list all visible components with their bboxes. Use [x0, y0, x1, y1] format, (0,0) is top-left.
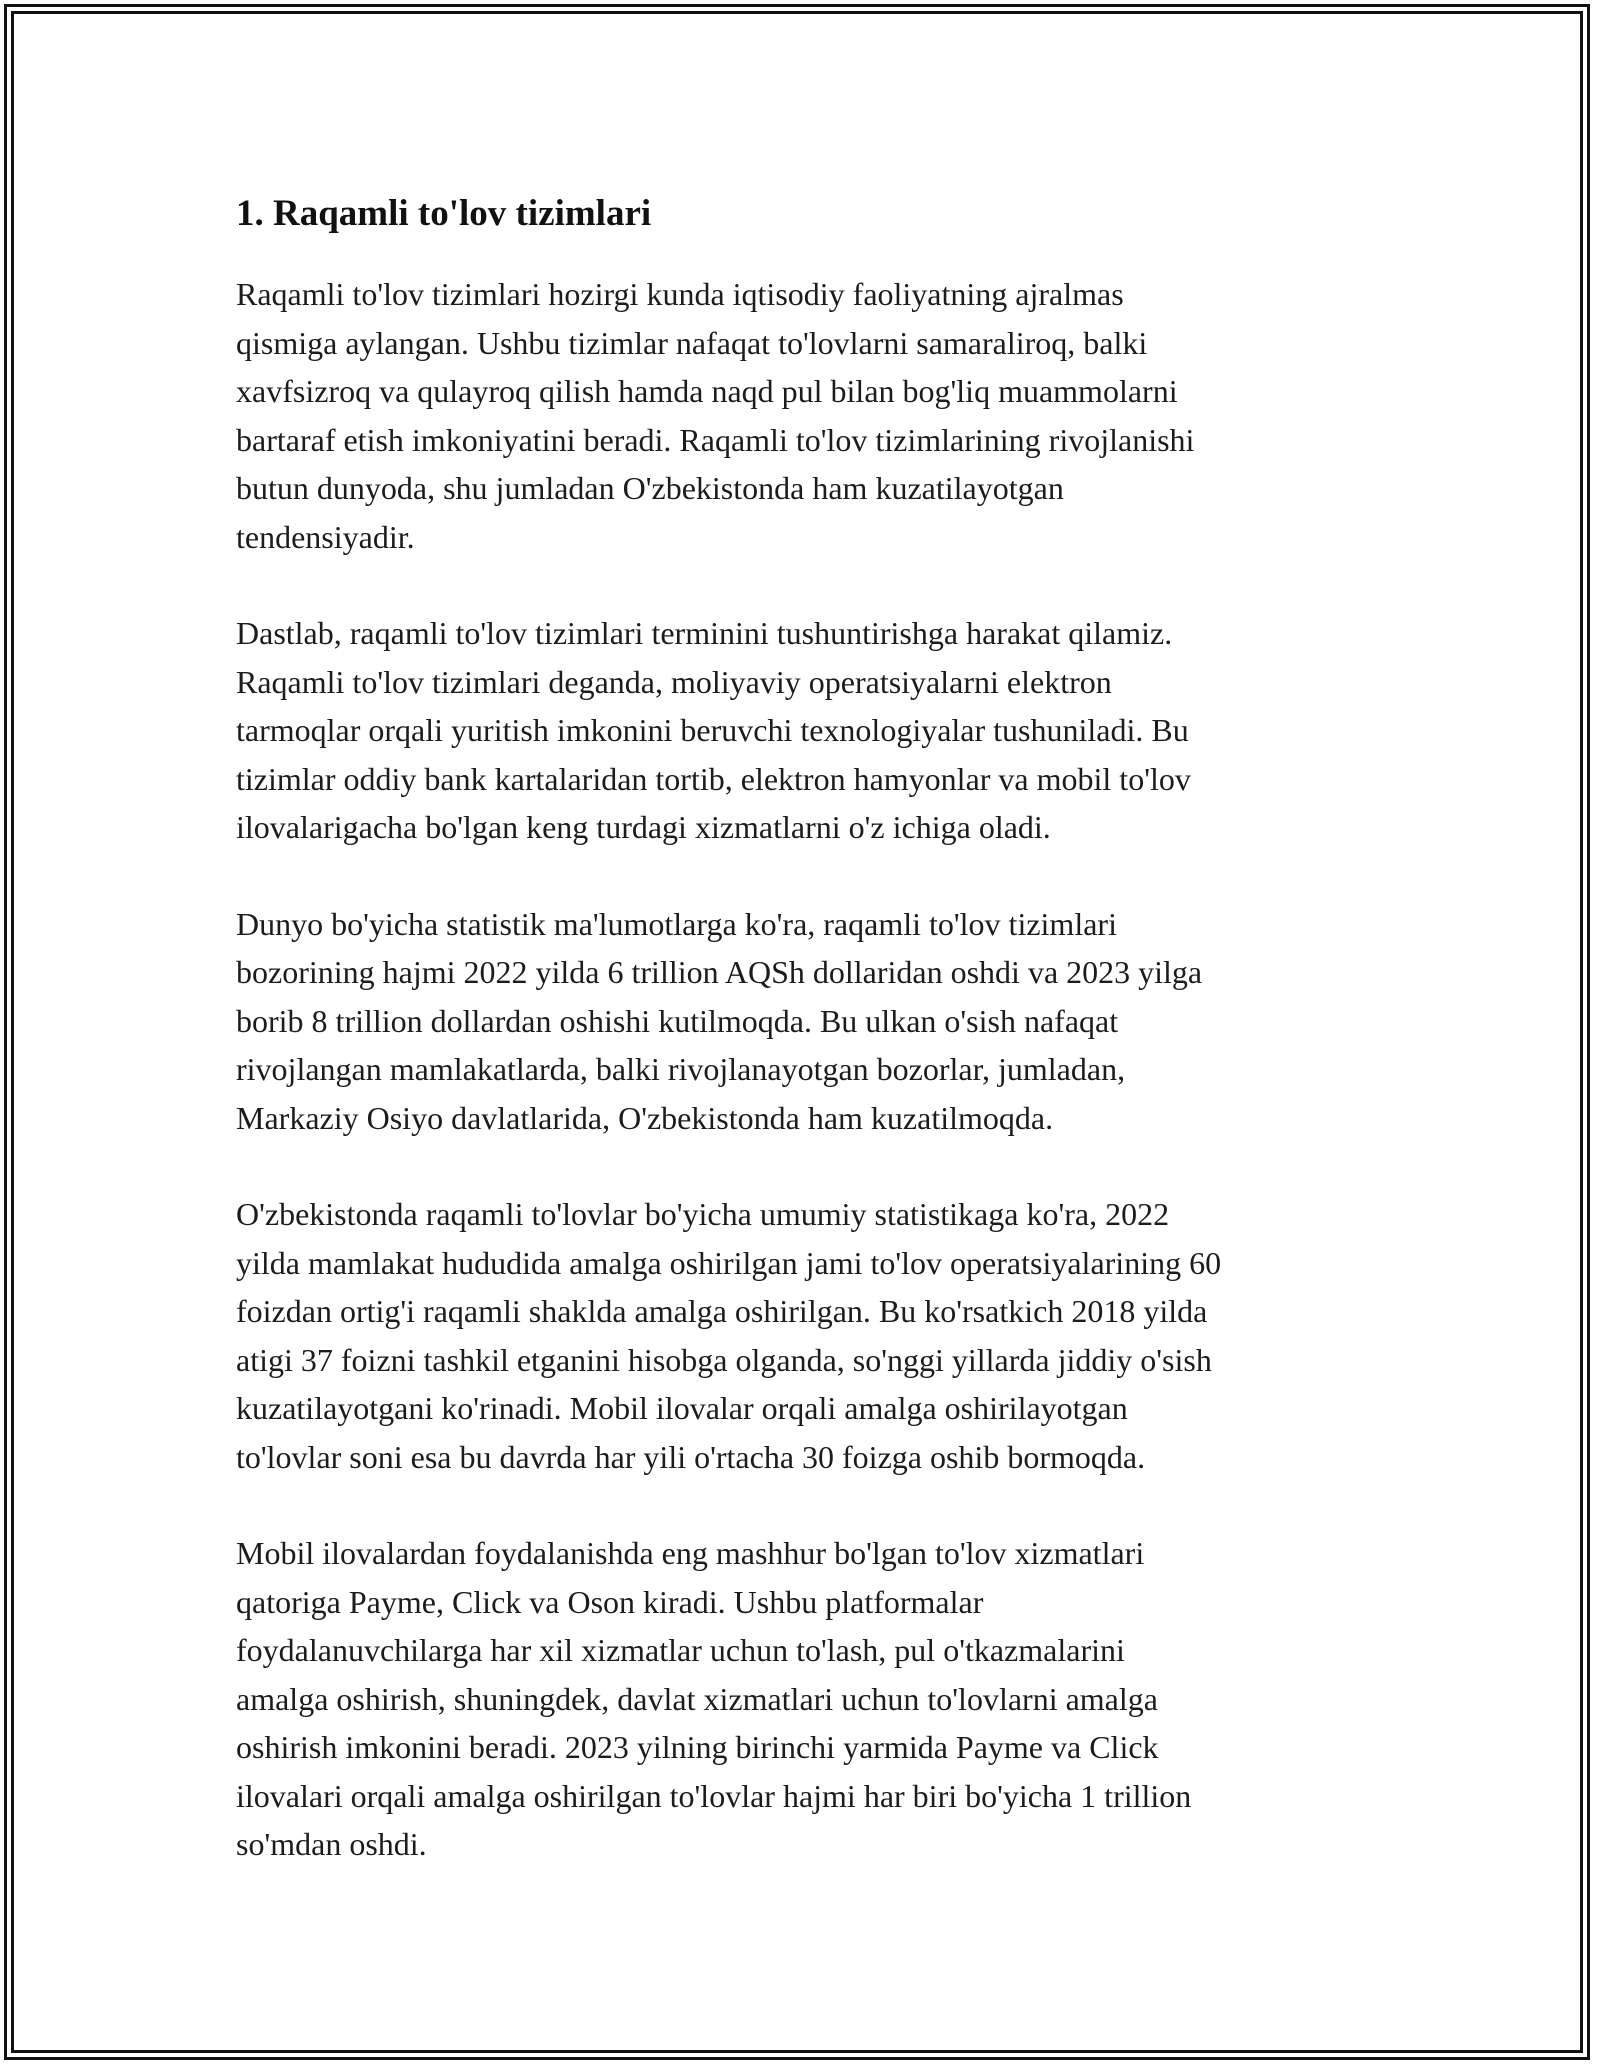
section-heading: 1. Raqamli to'lov tizimlari [236, 193, 652, 234]
paragraph-intro: Raqamli to'lov tizimlari hozirgi kunda iqtisodiy faoliyatning ajralmas qismiga aylangan. Ushbu tizimlar nafaqat to'lovlarni samaraliroq, balki xavfsizroq va qulayroq qilish hamda naqd pul bilan bog'liq muammolarni bartaraf etish imkoniyatini beradi. Raqamli to'lov tizimlarining rivojlanishi butun dunyoda, shu jumladan O'zbekistonda ham kuzatilayotgan tendensiyadir. [236, 276, 1195, 555]
paragraph-definition: Dastlab, raqamli to'lov tizimlari terminini tushuntirishga harakat qilamiz. Raqamli to'lov tizimlari deganda, moliyaviy operatsiyalarni elektron tarmoqlar orqali yuritish imkonini beruvchi texnologiyalar tushuniladi. Bu tizimlar oddiy bank kartalaridan tortib, elektron hamyonlar va mobil to'lov ilovalarigacha bo'lgan keng turdagi xizmatlarni o'z ichiga oladi. [236, 615, 1191, 845]
paragraph-uzbekistan-statistics: O'zbekistonda raqamli to'lovlar bo'yicha umumiy statistikaga ko'ra, 2022 yilda mamlakat hududida amalga oshirilgan jami to'lov operatsiyalarining 60 foizdan ortig'i raqamli shaklda amalga oshirilgan. Bu ko'rsatkich 2018 yilda atigi 37 foizni tashkil etganini hisobga olganda, so'nggi yillarda jiddiy o'sish kuzatilayotgani ko'rinadi. Mobil ilovalar orqali amalga oshirilayotgan to'lovlar soni esa bu davrda har yili o'rtacha 30 foizga oshib bormoqda. [236, 1196, 1222, 1475]
paragraph-global-statistics: Dunyo bo'yicha statistik ma'lumotlarga ko'ra, raqamli to'lov tizimlari bozorining hajmi 2022 yilda 6 trillion AQSh dollaridan oshdi va 2023 yilga borib 8 trillion dollardan oshishi kutilmoqda. Bu ulkan o'sish nafaqat rivojlangan mamlakatlarda, balki rivojlanayotgan bozorlar, jumladan, Markaziy Osiyo davlatlarida, O'zbekistonda ham kuzatilmoqda. [236, 905, 1203, 1136]
document-body [236, 186, 1376, 1917]
paragraph-mobile-services: Mobil ilovalardan foydalanishda eng mashhur bo'lgan to'lov xizmatlari qatoriga Payme, Click va Oson kiradi. Ushbu platformalar foydalanuvchilarga har xil xizmatlar uchun to'lash, pul o'tkazmalarini amalga oshirish, shuningdek, davlat xizmatlari uchun to'lovlarni amalga oshirish imkonini beradi. 2023 yilning birinchi yarmida Payme va Click ilovalari orqali amalga oshirilgan to'lovlar hajmi har biri bo'yicha 1 trillion so'mdan oshdi. [236, 1535, 1192, 1862]
